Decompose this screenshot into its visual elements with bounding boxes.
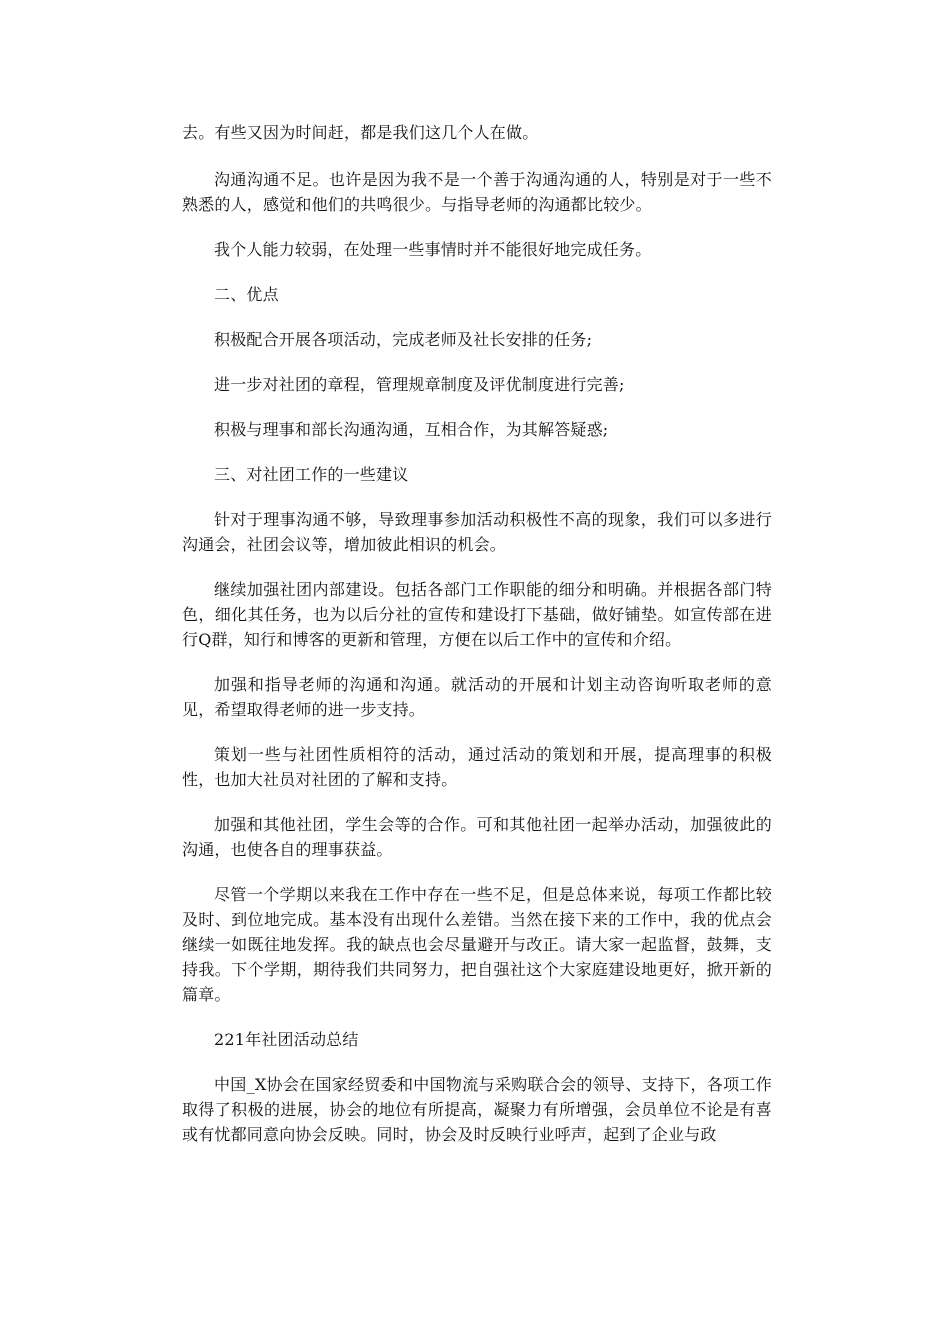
paragraph-conclusion: 尽管一个学期以来我在工作中存在一些不足，但是总体来说，每项工作都比较及时、到位地完成。基本没有出现什么差错。当然在接下来的工作中，我的优点会继续一如既往地发挥。我的缺点也会尽量避开与改正。请大家一起监督，鼓舞，支持我。下个学期，期待我们共同努力，把自强社这个大家庭建设地更好，掀开新的篇章。	[182, 885, 772, 1004]
section-heading-annual-summary: 221年社团活动总结	[214, 1030, 359, 1049]
suggestion-item: 加强和其他社团，学生会等的合作。可和其他社团一起举办活动，加强彼此的沟通，也使各自的理事获益。	[182, 815, 772, 859]
suggestion-item: 继续加强社团内部建设。包括各部门工作职能的细分和明确。并根据各部门特色，细化其任务，也为以后分社的宣传和建设打下基础，做好铺垫。如宣传部在进行Q群，知行和博客的更新和管理，方便在以后工作中的宣传和介绍。	[182, 580, 772, 649]
strength-item: 积极与理事和部长沟通沟通，互相合作，为其解答疑惑;	[214, 420, 609, 439]
paragraph-communication-shortfall: 沟通沟通不足。也许是因为我不是一个善于沟通沟通的人，特别是对于一些不熟悉的人，感觉和他们的共鸣很少。与指导老师的沟通都比较少。	[182, 170, 772, 214]
section-heading-suggestions: 三、对社团工作的一些建议	[214, 465, 409, 484]
strength-item: 积极配合开展各项活动，完成老师及社长安排的任务;	[214, 330, 593, 349]
strength-item: 进一步对社团的章程，管理规章制度及评优制度进行完善;	[214, 375, 625, 394]
paragraph-association-intro: 中国_X协会在国家经贸委和中国物流与采购联合会的领导、支持下，各项工作取得了积极的进展，协会的地位有所提高，凝聚力有所增强，会员单位不论是有喜或有忧都同意向协会反映。同时，协会及时反映行业呼声，起到了企业与政	[182, 1075, 772, 1144]
suggestion-item: 加强和指导老师的沟通和沟通。就活动的开展和计划主动咨询听取老师的意见，希望取得老师的进一步支持。	[182, 675, 772, 719]
suggestion-item: 针对于理事沟通不够，导致理事参加活动积极性不高的现象，我们可以多进行沟通会，社团会议等，增加彼此相识的机会。	[182, 510, 772, 554]
document-body	[182, 120, 772, 1167]
paragraph-continuation: 去。有些又因为时间赶，都是我们这几个人在做。	[182, 123, 539, 142]
section-heading-strengths: 二、优点	[214, 285, 279, 304]
paragraph-personal-ability: 我个人能力较弱，在处理一些事情时并不能很好地完成任务。	[214, 240, 652, 259]
suggestion-item: 策划一些与社团性质相符的活动，通过活动的策划和开展，提高理事的积极性，也加大社员对社团的了解和支持。	[182, 745, 772, 789]
